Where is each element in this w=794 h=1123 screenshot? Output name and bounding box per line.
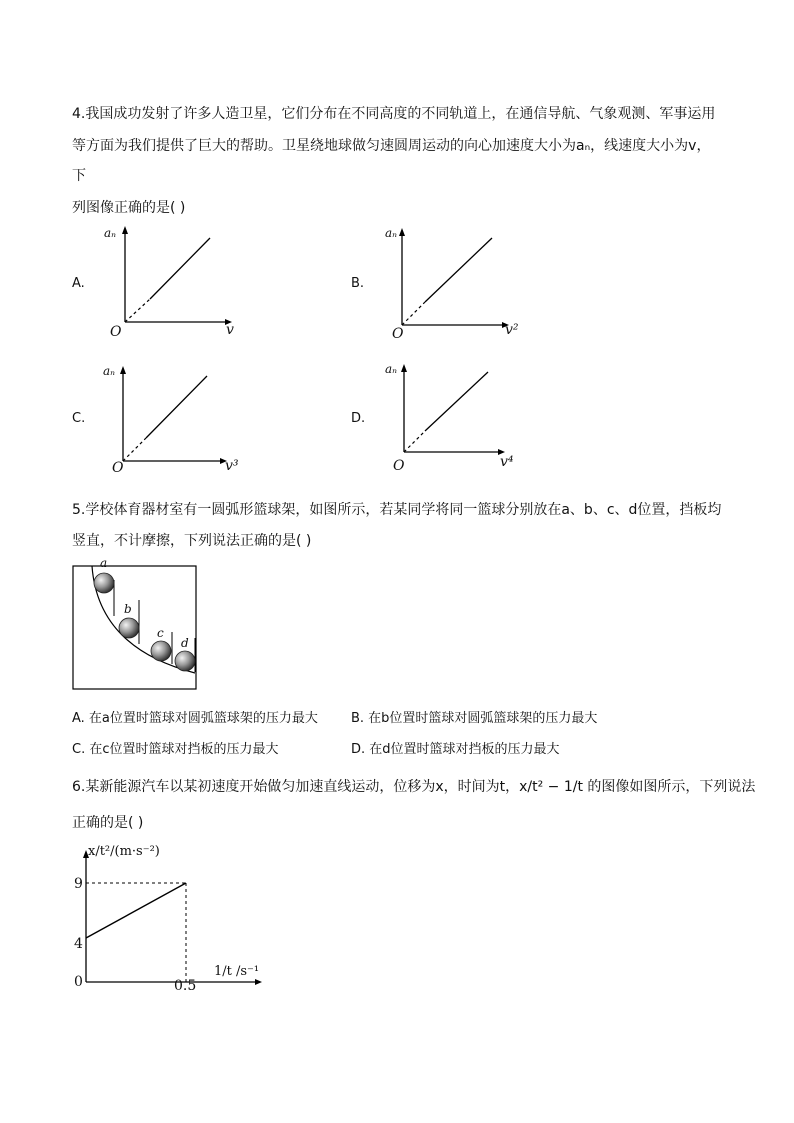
q6-xtick: 0.5 (174, 978, 197, 994)
q4-option-d-label: D. (351, 411, 366, 426)
q5-text-line2: 竖直，不计摩擦，下列说法正确的是( ) (72, 533, 312, 549)
y-axis-arrow (399, 228, 405, 236)
q4-text-line2: 等方面为我们提供了巨大的帮助。卫星绕地球做匀速圆周运动的向心加速度大小为aₙ，线速度大小为v， (72, 138, 711, 154)
q4-a-origin: O (110, 324, 122, 340)
q4-b-origin: O (392, 326, 404, 342)
q5-basketball-rack-figure (72, 556, 200, 692)
y-axis-arrow (120, 366, 126, 374)
q5-option-d: D. 在d位置时篮球对挡板的压力最大 (351, 742, 560, 757)
graph-line (146, 376, 207, 438)
y-axis-arrow (122, 226, 128, 234)
graph-line (425, 238, 492, 302)
q4-a-xlabel: v (226, 322, 234, 338)
q6-text-line2: 正确的是( ) (72, 815, 144, 831)
q5-option-a: A. 在a位置时篮球对圆弧篮球架的压力最大 (72, 711, 318, 726)
q4-text-line1: 4.我国成功发射了许多人造卫星，它们分布在不同高度的不同轨道上，在通信导航、气象观测、军事运用 (72, 106, 716, 122)
ball-label-c: c (157, 626, 164, 640)
graph-line (150, 238, 210, 299)
ball-label-d: d (181, 636, 189, 650)
series-line (86, 883, 186, 938)
q4-b-xlabel: v² (505, 322, 519, 338)
q6-text-line1: 6.某新能源汽车以某初速度开始做匀加速直线运动，位移为x，时间为t，x/t² − 1/t 的图像如图所示，下列说法 (72, 779, 756, 795)
ball-a (94, 573, 114, 593)
dashed-segment (404, 431, 425, 452)
q6-ytick-top: 9 (74, 876, 83, 892)
ball-d (175, 651, 195, 671)
q6-ytick-bottom: 4 (74, 936, 83, 952)
q4-a-ylabel: aₙ (104, 226, 117, 240)
q4-c-origin: O (112, 460, 124, 476)
ball-label-b: b (124, 602, 132, 616)
q6-ylabel: x/t²/(m·s⁻²) (88, 844, 160, 859)
q4-text-line4: 列图像正确的是( ) (72, 200, 186, 216)
q4-d-xlabel: v⁴ (500, 454, 514, 470)
dashed-segment (123, 438, 146, 461)
dashed-segment (402, 302, 425, 325)
q5-text-line1: 5.学校体育器材室有一圆弧形篮球架，如图所示，若某同学将同一篮球分别放在a、b、c、d位置，挡板均 (72, 502, 722, 518)
ball-b (119, 618, 139, 638)
q6-origin: 0 (74, 974, 83, 990)
q4-b-ylabel: aₙ (385, 226, 398, 240)
graph-line (425, 372, 488, 431)
y-axis-arrow (401, 364, 407, 372)
q4-c-xlabel: v³ (225, 458, 239, 474)
ball-c (151, 641, 171, 661)
q5-option-b: B. 在b位置时篮球对圆弧篮球架的压力最大 (351, 711, 598, 726)
q5-option-c: C. 在c位置时篮球对挡板的压力最大 (72, 742, 279, 757)
q4-d-ylabel: aₙ (385, 362, 398, 376)
q6-xlabel: 1/t /s⁻¹ (214, 964, 260, 979)
x-axis-arrow (255, 979, 262, 985)
dashed-segment (125, 299, 150, 322)
ball-label-a: a (100, 556, 108, 570)
q4-d-origin: O (393, 458, 405, 474)
q4-option-b-label: B. (351, 276, 365, 291)
q4-option-c-label: C. (72, 411, 86, 426)
q4-option-a-label: A. (72, 276, 85, 291)
q4-c-ylabel: aₙ (103, 364, 116, 378)
q4-text-line3: 下 (72, 168, 86, 184)
